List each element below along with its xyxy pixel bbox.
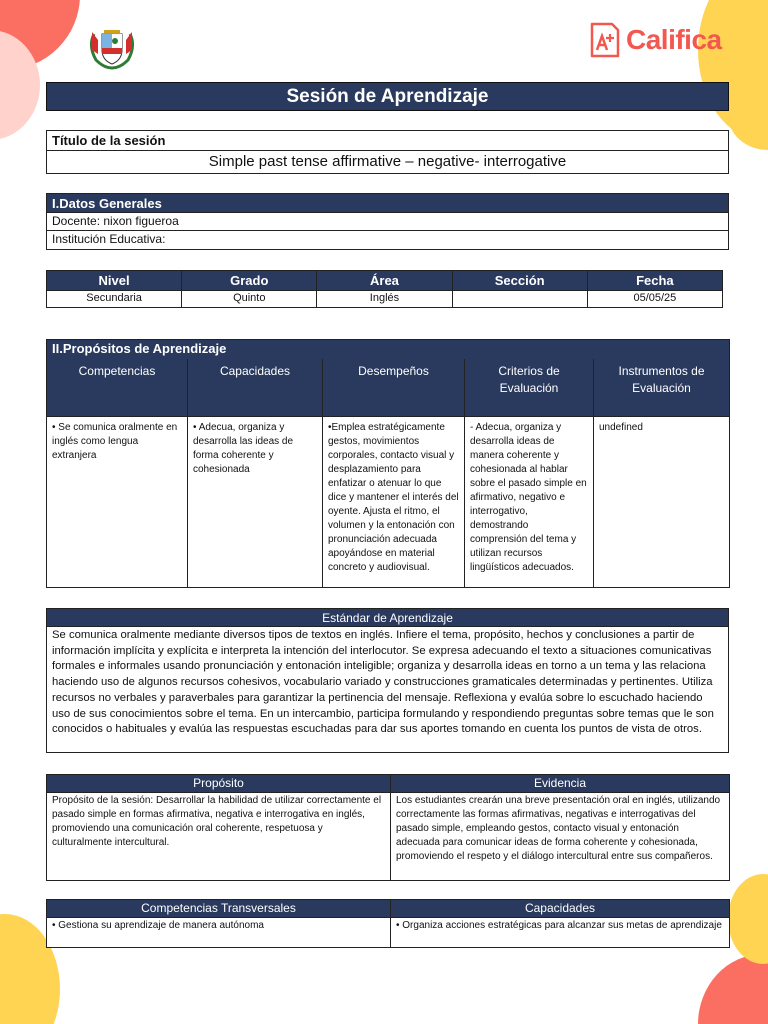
general-data-heading: I.Datos Generales [47,194,728,213]
value-grado: Quinto [182,291,317,308]
header-proposito: Propósito [47,775,391,793]
header-capacidades-transversales: Capacidades [391,900,730,918]
cell-desempeno: •Emplea estratégicamente gestos, movimientos corporales, contacto visual y desplazamiento para enfatizar o atenuar lo que dice y mantener el interés del oyente. Ajusta el ritmo, el volumen y la entonación con pronunciación adecuada apoyándose en material concreto y audiovisual. [323,417,465,588]
brand-name: Califica [626,24,722,55]
session-box [46,130,729,174]
institucion-field: Institución Educativa: [52,232,166,246]
purposes-table [46,339,730,588]
docente-field: Docente: nixon figueroa [47,213,728,231]
header-fecha: Fecha [587,271,722,291]
transversal-table [46,899,730,948]
cell-competencia: • Se comunica oralmente en inglés como lengua extranjera [47,417,188,588]
page-title: Sesión de Aprendizaje [46,82,729,111]
header-area: Área [317,271,452,291]
cell-evidencia: Los estudiantes crearán una breve presentación oral en inglés, utilizando correctamente las formas afirmativas, negativas e interrogativas del pasado simple, empleando gestos, contacto visual y entonación adecuada para comunicar ideas de forma coherente y cohesionada, promoviendo el respeto y el diálogo intercultural entre sus compañeros. [391,793,730,881]
cell-proposito: Propósito de la sesión: Desarrollar la habilidad de utilizar correctamente el pasado simple en formas afirmativa, negativa e interrogativa en inglés, promoviendo una comunicación oral coherente, respetuosa y culturalmente intercultural. [47,793,391,881]
header-grado: Grado [182,271,317,291]
session-title: Simple past tense affirmative – negative- interrogative [208,153,567,170]
standard-heading: Estándar de Aprendizaje [47,609,728,627]
header-capacidades: Capacidades [188,359,323,417]
cell-capacidad: • Adecua, organiza y desarrolla las ideas de forma coherente y cohesionada [188,417,323,588]
session-label: Título de la sesión [47,131,728,151]
cell-criterio: - Adecua, organiza y desarrolla ideas de manera coherente y cohesionada al hablar sobre el pasado simple en afirmativo, negativo e interrogativo, demostrando comprensión del tema y utilizan recursos lingüísticos adecuados. [465,417,594,588]
header-criterios: Criterios de Evaluación [465,359,594,417]
general-data-box [46,193,729,250]
header-nivel: Nivel [47,271,182,291]
value-area: Inglés [317,291,452,308]
info-table [46,270,723,308]
header-evidencia: Evidencia [391,775,730,793]
califica-logo-icon [588,20,622,60]
standard-box [46,608,729,753]
purpose-evidence-table [46,774,730,881]
header-instrumentos: Instrumentos de Evaluación [594,359,730,417]
value-fecha: 05/05/25 [587,291,722,308]
value-seccion [452,291,587,308]
value-nivel: Secundaria [47,291,182,308]
cell-capacidad-transversal: • Organiza acciones estratégicas para alcanzar sus metas de aprendizaje [391,918,730,948]
coat-of-arms-icon [86,20,138,72]
cell-instrumento: undefined [594,417,730,588]
cell-competencia-transversal: • Gestiona su aprendizaje de manera autónoma [47,918,391,948]
header-desempenos: Desempeños [323,359,465,417]
header-competencias: Competencias [47,359,188,417]
califica-logo [588,20,722,60]
header-seccion: Sección [452,271,587,291]
standard-text: Se comunica oralmente mediante diversos tipos de textos en inglés. Infiere el tema, propósito, hechos y conclusiones a partir de información implícita y explícita e interpreta la intención del interlocutor. Se expresa adecuando el texto a situaciones comunicativas formales e informales usando pronunciación y entonación inteligible; organiza y desarrolla ideas en torno a un tema y las relaciona haciendo uso de algunos recursos cohesivos, vocabulario variado y construcciones gramaticales determinadas y pertinentes. Utiliza recursos no verbales y paraverbales para garantizar la pertinencia del mensaje. Reflexiona y evalúa sobre lo escuchado haciendo uso de sus conocimientos sobre el tema. En un intercambio, participa formulando y respondiendo preguntas sobre temas que le son conocidos o habituales y evalúa las respuestas escuchadas para dar sus aportes tomando en cuenta los puntos de vista de otros. [52,629,714,736]
header-competencias-transversales: Competencias Transversales [47,900,391,918]
purposes-heading: II.Propósitos de Aprendizaje [47,340,730,359]
